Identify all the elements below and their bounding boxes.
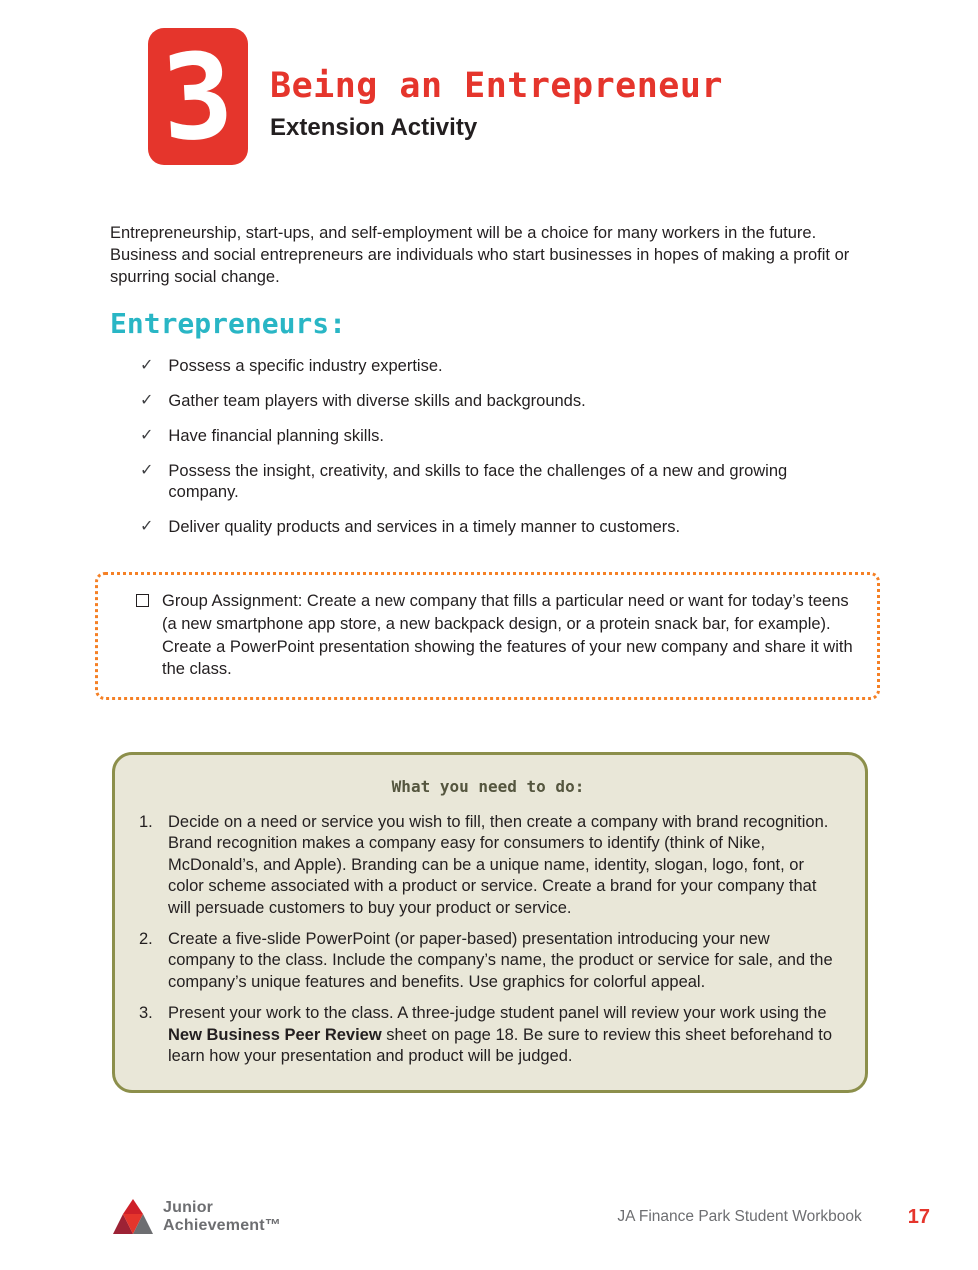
- entrepreneurs-heading: Entrepreneurs:: [110, 306, 347, 340]
- page-header: [0, 0, 978, 168]
- todo-step: [139, 812, 837, 919]
- step-text-before: Present your work to the class. A three-judge student panel will review your work using the: [168, 1004, 827, 1023]
- page-number: 17: [907, 1205, 930, 1228]
- step-text: Create a five-slide PowerPoint (or paper-based) presentation introducing your new company to the class. Include the company’s name, the product or service for sale, and the company’s unique features and benefits. Use graphics for colorful appeal.: [168, 930, 833, 991]
- junior-achievement-logo: [112, 1198, 281, 1236]
- page-footer: [112, 1198, 930, 1236]
- assignment-text: Group Assignment: Create a new company that fills a particular need or want for today’s teens (a new smartphone app store, a new backpack design, or a protein snack bar, for example). Create a PowerPoint presentation showing the features of your new company and share it with the class.: [162, 592, 853, 679]
- list-item: [140, 356, 978, 377]
- step-number: 2.: [139, 930, 153, 949]
- checkmark-icon: ✓: [140, 391, 154, 409]
- todo-step: [139, 1003, 837, 1067]
- step-text-bold: New Business Peer Review: [168, 1025, 382, 1044]
- page-title: Being an Entrepreneur: [270, 66, 724, 106]
- list-item: [140, 461, 978, 503]
- step-number: 1.: [139, 812, 153, 831]
- list-item-text: Possess the insight, creativity, and skills to face the challenges of a new and growing company.: [168, 462, 788, 502]
- list-item-text: Gather team players with diverse skills and backgrounds.: [168, 391, 586, 410]
- checkmark-icon: ✓: [140, 356, 154, 374]
- header-text: [270, 28, 723, 142]
- list-item-text: Deliver quality products and services in a timely manner to customers.: [168, 518, 681, 537]
- assignment-checkbox[interactable]: [136, 594, 149, 607]
- checkmark-icon: ✓: [140, 427, 154, 445]
- todo-heading: What you need to do:: [391, 776, 585, 796]
- entrepreneurs-list: [140, 356, 978, 539]
- checkmark-icon: ✓: [140, 518, 154, 536]
- chapter-badge: [148, 25, 248, 168]
- list-item-text: Have financial planning skills.: [168, 427, 384, 446]
- step-text-after: sheet on page 18. Be sure to review this sheet beforehand to learn how your presentation and product will be judged.: [168, 1025, 833, 1066]
- step-number: 3.: [139, 1004, 153, 1023]
- chapter-number: 3: [158, 25, 238, 168]
- logo-text-line2: Achievement™: [163, 1217, 281, 1234]
- group-assignment-box: [95, 572, 880, 699]
- page-subtitle: Extension Activity: [270, 113, 478, 141]
- list-item: [140, 517, 978, 538]
- logo-text-line1: Junior: [163, 1199, 214, 1217]
- ja-logo-icon: [112, 1198, 154, 1236]
- checkmark-icon: ✓: [140, 462, 154, 480]
- step-text: [168, 1003, 837, 1067]
- intro-paragraph: Entrepreneurship, start-ups, and self-employment will be a choice for many workers in the future. Business and social entrepreneurs are individuals who start businesses in hopes of making a profit or spurring social change.: [110, 224, 850, 286]
- todo-step: [139, 929, 837, 993]
- list-item: [140, 391, 978, 412]
- list-item: [140, 426, 978, 447]
- list-item-text: Possess a specific industry expertise.: [168, 356, 443, 375]
- workbook-title: JA Finance Park Student Workbook: [617, 1208, 862, 1225]
- what-you-need-to-do-box: [112, 752, 868, 1093]
- logo-text: [163, 1199, 281, 1235]
- step-text: Decide on a need or service you wish to fill, then create a company with brand recognition. Brand recognition makes a company easy for consumers to identify (think of Nike, McDonald’s, and Apple). Branding can be a unique name, identity, slogan, logo, font, or color scheme associated with a product or service. Create a brand for your company that will persuade customers to buy your product or service.: [168, 812, 829, 917]
